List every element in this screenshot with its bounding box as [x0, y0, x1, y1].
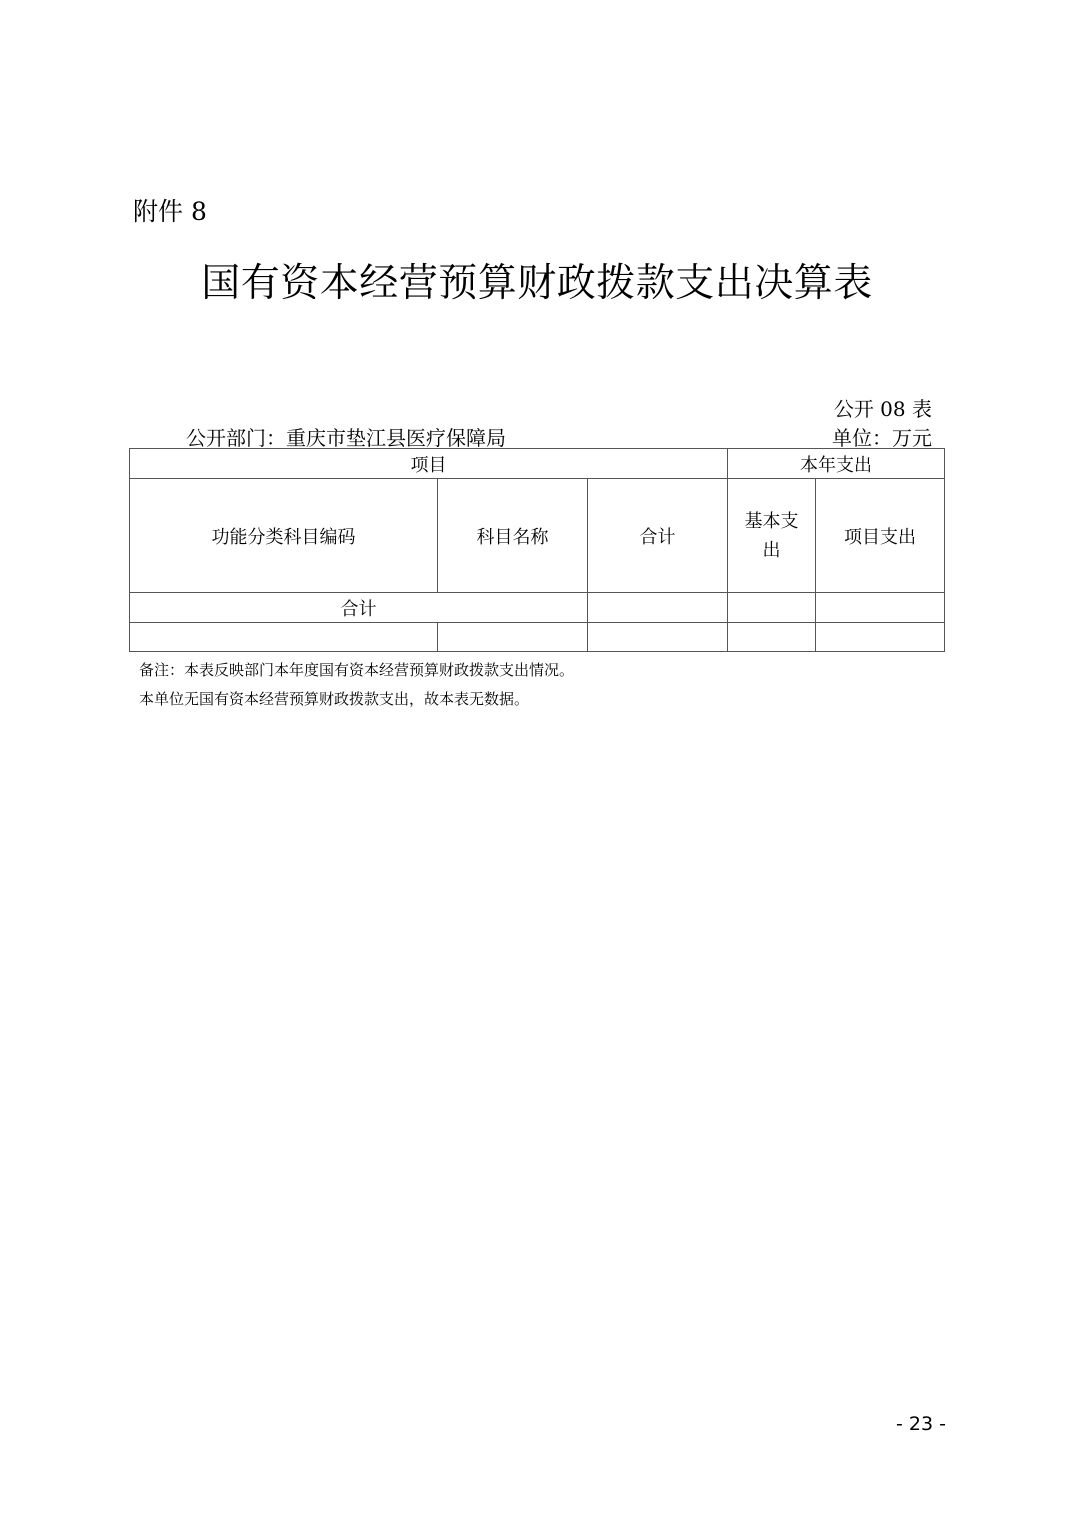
table-number: 公开 08 表: [833, 397, 932, 421]
table-column-row: [130, 479, 945, 593]
note-line: 本单位无国有资本经营预算财政拨款支出，故本表无数据。: [139, 690, 530, 708]
expense-table: [129, 448, 945, 652]
empty-cell: [728, 623, 816, 652]
page-number: - 23 -: [896, 1413, 946, 1435]
total-row: [130, 593, 945, 623]
unit-label: 单位：万元: [832, 426, 932, 450]
column-project: 项目支出: [816, 479, 945, 593]
empty-cell: [130, 623, 438, 652]
total-cell-project: [816, 593, 945, 623]
column-basic-line1: 基本支: [744, 510, 799, 532]
table-row: [130, 623, 945, 652]
attachment-label: [133, 192, 207, 228]
column-basic-line2: 出: [762, 539, 781, 561]
attachment-number: 8: [190, 197, 207, 226]
notes: [139, 656, 574, 714]
column-total: 合计: [588, 479, 728, 593]
empty-cell: [816, 623, 945, 652]
total-cell-sum: [588, 593, 728, 623]
table-header-row: [130, 449, 945, 479]
attachment-text: 附件: [133, 197, 184, 226]
header-project: 项目: [130, 449, 728, 479]
column-basic: [728, 479, 816, 593]
department-label: 公开部门：重庆市垫江县医疗保障局: [186, 426, 506, 450]
column-code: 功能分类科目编码: [130, 479, 438, 593]
total-row-label: 合计: [130, 593, 588, 623]
column-name: 科目名称: [438, 479, 588, 593]
total-cell-basic: [728, 593, 816, 623]
note-line: 备注：本表反映部门本年度国有资本经营预算财政拨款支出情况。: [139, 661, 575, 679]
empty-cell: [438, 623, 588, 652]
empty-cell: [588, 623, 728, 652]
page-title: 国有资本经营预算财政拨款支出决算表: [201, 261, 873, 306]
header-year-expense: 本年支出: [728, 449, 945, 479]
